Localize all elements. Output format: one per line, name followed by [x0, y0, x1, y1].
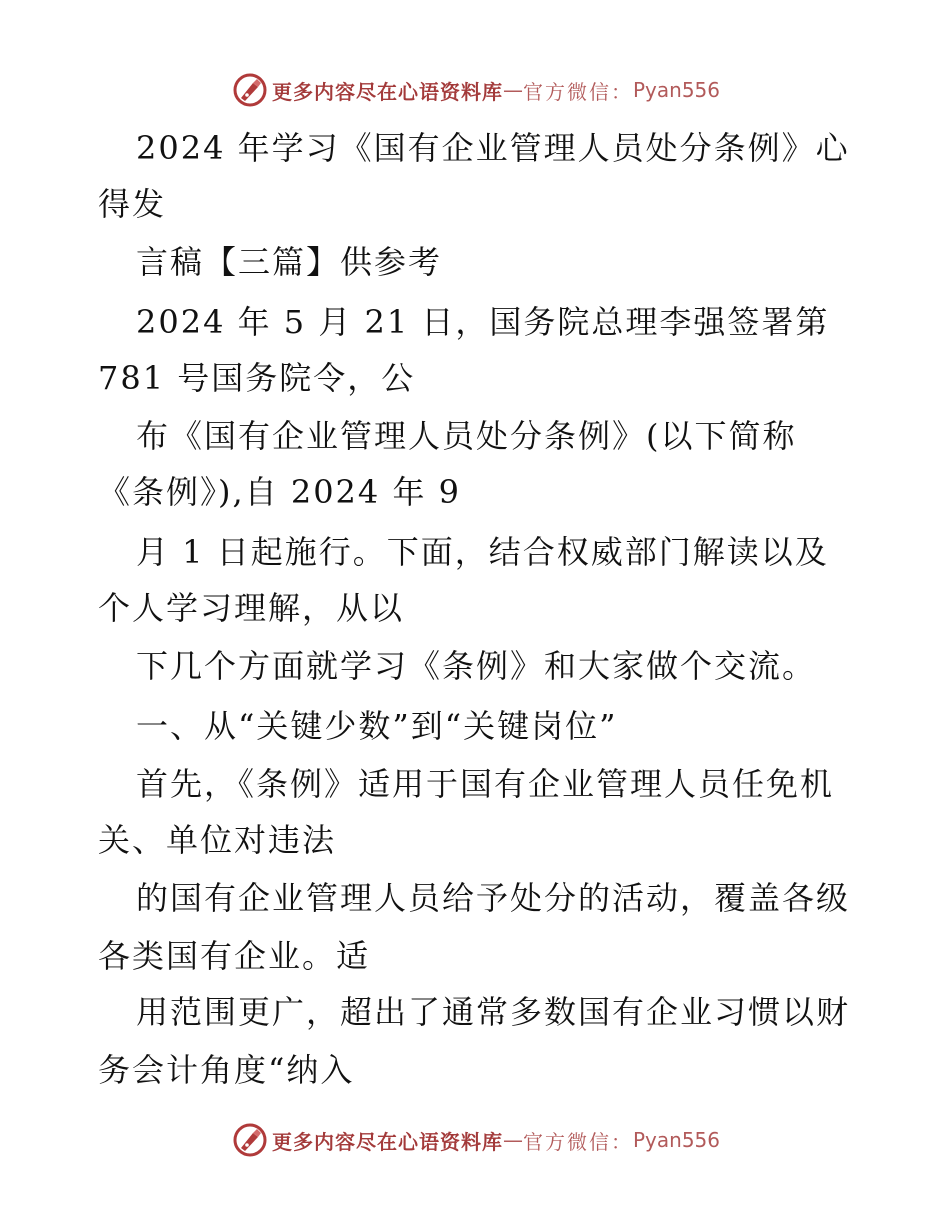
text-line: 月 1 日起施行。下面，结合权威部门解读以及 [136, 533, 829, 571]
watermark-brand: 更多内容尽在心语资料库 [272, 79, 503, 104]
pen-nib-logo-icon [232, 72, 268, 108]
text-line: 关、单位对违法 [98, 821, 337, 859]
text-line: 首先，《条例》适用于国有企业管理人员任免机 [136, 765, 835, 803]
text-line: 下几个方面就学习《条例》和大家做个交流。 [136, 647, 817, 685]
footer-watermark [232, 1120, 720, 1160]
text-line: 《条例》),自 2024 年 9 [98, 473, 461, 511]
text-line: 781 号国务院令，公 [98, 359, 416, 397]
watermark-wechat-id: Pyan556 [633, 1128, 721, 1152]
text-line: 个人学习理解，从以 [98, 589, 405, 627]
text-line: 务会计角度“纳入 [98, 1051, 355, 1089]
text-line: 2024 年 5 月 21 日，国务院总理李强签署第 [136, 303, 830, 341]
watermark-brand: 更多内容尽在心语资料库 [272, 1129, 503, 1154]
watermark-label: 官方微信： [523, 1129, 633, 1154]
text-line: 各类国有企业。适 [98, 937, 371, 975]
text-line: 布《国有企业管理人员处分条例》(以下简称 [136, 417, 797, 455]
watermark-wechat-id: Pyan556 [633, 78, 721, 102]
pen-nib-logo-icon [232, 1122, 268, 1158]
text-line: 一、从“关键少数”到“关键岗位” [136, 707, 618, 745]
header-watermark [232, 70, 720, 110]
text-line: 得发 [98, 185, 167, 223]
text-line: 的国有企业管理人员给予处分的活动，覆盖各级 [136, 879, 851, 917]
text-line: 用范围更广，超出了通常多数国有企业习惯以财 [136, 993, 851, 1031]
watermark-label: 官方微信： [523, 79, 633, 104]
watermark-dash: — [503, 1128, 523, 1152]
text-line: 2024 年学习《国有企业管理人员处分条例》心 [136, 129, 850, 167]
text-line: 言稿【三篇】供参考 [136, 243, 443, 281]
watermark-dash: — [503, 78, 523, 102]
